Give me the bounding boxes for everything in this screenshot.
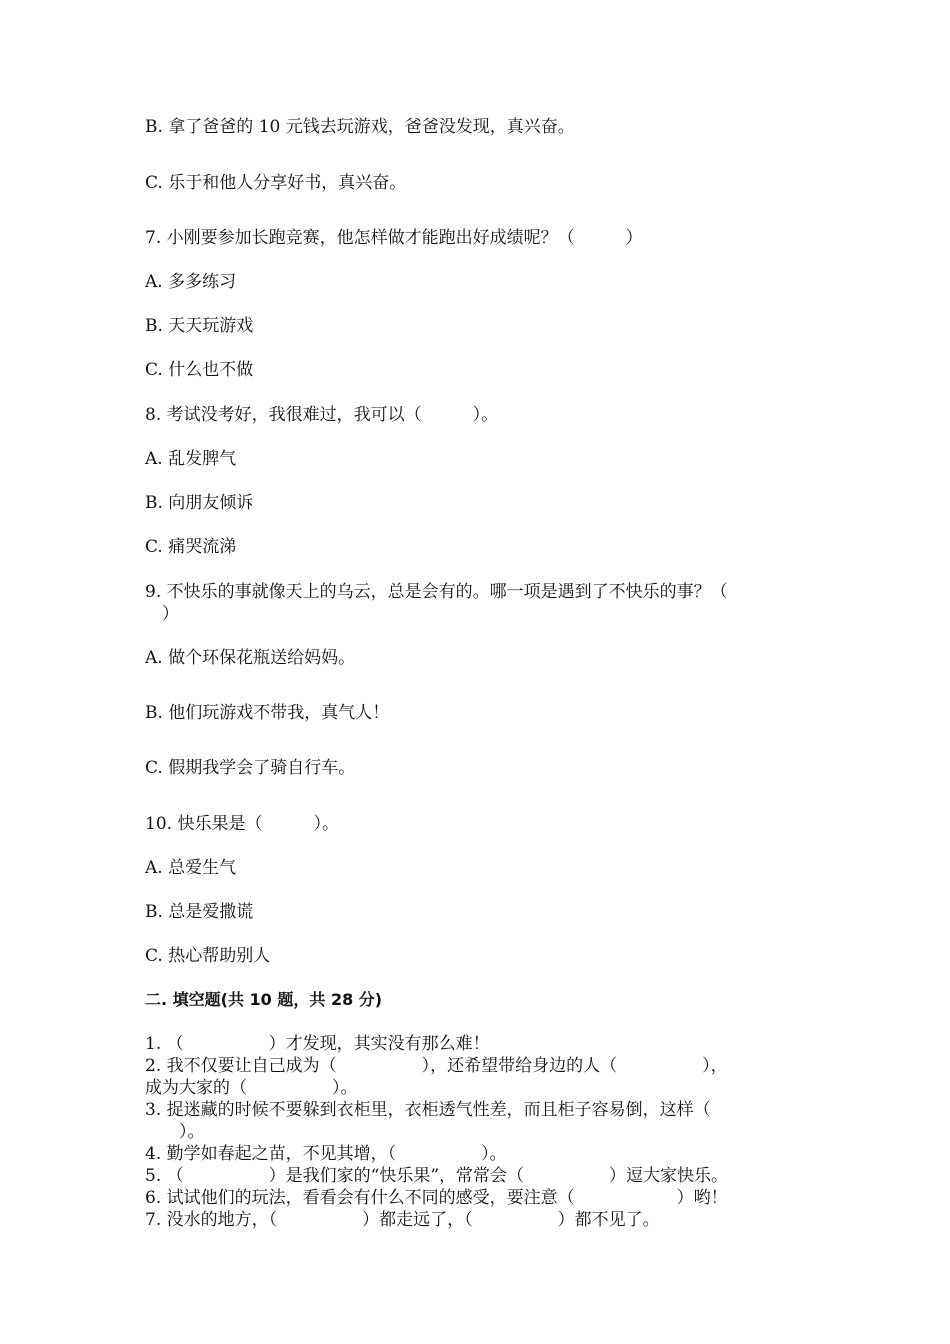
q10-stem: 10. 快乐果是（ ）。: [145, 814, 339, 834]
q10-option-b: B. 总是爱撒谎: [145, 902, 254, 922]
q9-option-a: A. 做个环保花瓶送给妈妈。: [145, 648, 356, 668]
fill-4: 4. 勤学如春起之苗，不见其增，（ ）。: [145, 1144, 507, 1164]
q6-option-c: C. 乐于和他人分享好书，真兴奋。: [145, 173, 407, 193]
q10-option-c: C. 热心帮助别人: [145, 946, 271, 966]
section-heading: 二. 填空题(共 10 题，共 28 分): [145, 990, 383, 1009]
fill-1: 1. （ ）才发现，其实没有那么难！: [145, 1034, 490, 1054]
fill-7: 7. 没水的地方，（ ）都走远了，（ ）都不见了。: [145, 1210, 660, 1230]
q8-option-b: B. 向朋友倾诉: [145, 493, 254, 513]
q8-option-c: C. 痛哭流涕: [145, 537, 237, 557]
q10-option-a: A. 总爱生气: [145, 858, 237, 878]
q6-option-b: B. 拿了爸爸的 10 元钱去玩游戏，爸爸没发现，真兴奋。: [145, 117, 575, 137]
q8-option-a: A. 乱发脾气: [145, 449, 237, 469]
fill-5: 5. （ ）是我们家的“快乐果”，常常会（ ）逗大家快乐。: [145, 1166, 729, 1186]
fill-6: 6. 试试他们的玩法，看看会有什么不同的感受，要注意（ ）哟！: [145, 1188, 728, 1208]
q9-option-b: B. 他们玩游戏不带我，真气人！: [145, 703, 390, 723]
q7-stem: 7. 小刚要参加长跑竞赛，他怎样做才能跑出好成绩呢？（ ）: [145, 228, 643, 248]
fill-2-cont: 成为大家的（ ）。: [145, 1078, 358, 1098]
fill-2: 2. 我不仅要让自己成为（ ），还希望带给身边的人（ ），: [145, 1056, 728, 1076]
fill-3-cont: ）。: [145, 1122, 205, 1142]
q9-stem: 9. 不快乐的事就像天上的乌云，总是会有的。哪一项是遇到了不快乐的事？（: [145, 582, 728, 602]
q7-option-c: C. 什么也不做: [145, 360, 254, 380]
q7-option-b: B. 天天玩游戏: [145, 316, 254, 336]
q9-stem-cont: ）: [145, 604, 179, 624]
q7-option-a: A. 多多练习: [145, 272, 237, 292]
q9-option-c: C. 假期我学会了骑自行车。: [145, 758, 356, 778]
fill-3: 3. 捉迷藏的时候不要躲到衣柜里，衣柜透气性差，而且柜子容易倒，这样（: [145, 1100, 711, 1120]
q8-stem: 8. 考试没考好，我很难过，我可以（ ）。: [145, 405, 499, 425]
